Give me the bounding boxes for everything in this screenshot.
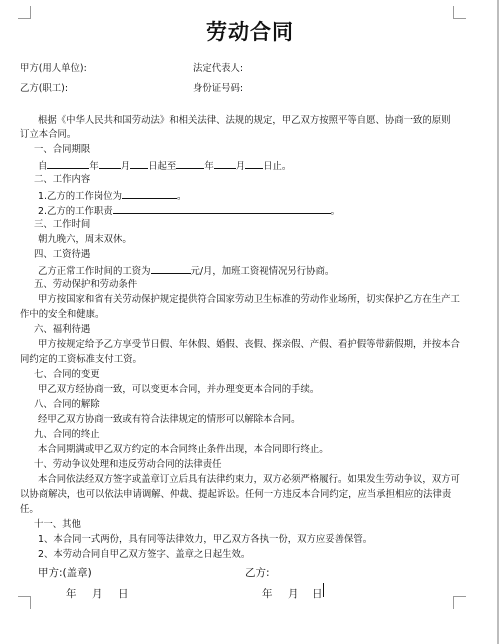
- party-b-sign-day: 日: [312, 588, 323, 600]
- section-9-body: 本合同期满或甲乙双方约定的本合同终止条件出现，本合同即行终止。: [38, 444, 329, 455]
- party-b-label: 乙方(职工):: [20, 83, 68, 94]
- id-number-label: 身份证号码:: [193, 83, 244, 94]
- party-a-sign-month: 月: [92, 588, 103, 600]
- section-1-title: 一、合同期限: [34, 144, 91, 155]
- party-b-sign-year: 年: [262, 588, 273, 600]
- section-6-body: [20, 337, 460, 367]
- section-11-item-1: 1、本合同一式两份，具有同等法律效力，甲乙双方各执一份，双方应妥善保管。: [38, 534, 373, 545]
- section-10-body: [20, 472, 460, 517]
- term-day-1: 日起至: [148, 161, 177, 172]
- contract-term-line: [38, 158, 291, 173]
- section-4-title: 四、工资待遇: [34, 249, 91, 260]
- section-10-text: 本合同依法经双方签字或盖章订立后具有法律约束力，双方必须严格履行。如果发生劳动争议，双方可以协商解决，也可以依法申请调解、仲裁、提起诉讼。任何一方违反本合同约定，应当承担相应的法律责任。: [20, 474, 460, 515]
- start-day-blank[interactable]: [130, 158, 148, 169]
- party-a-sign-day: 日: [118, 588, 129, 600]
- party-a-label: 甲方(用人单位):: [20, 63, 87, 74]
- section-8-body: 经甲乙双方协商一致或有符合法律规定的情形可以解除本合同。: [38, 414, 301, 425]
- job-position-blank[interactable]: [122, 188, 177, 199]
- margin-mark-bottom-right: [453, 596, 466, 609]
- section-5-text: 甲方按国家和省有关劳动保护规定提供符合国家劳动卫生标准的劳动作业场所，切实保护乙方在生产工作中的安全和健康。: [20, 294, 460, 320]
- section-8-title: 八、合同的解除: [34, 399, 100, 410]
- term-month-1: 月: [120, 161, 131, 172]
- party-b-sign-month: 月: [288, 588, 299, 600]
- page-edge-divider: [497, 0, 499, 644]
- start-month-blank[interactable]: [99, 158, 121, 169]
- section-6-title: 六、福利待遇: [34, 324, 91, 335]
- section-3-title: 三、工作时间: [34, 219, 91, 230]
- job-position-period: 。: [176, 191, 187, 202]
- section-3-body: 朝九晚六，周末双休。: [38, 234, 132, 245]
- section-5-title: 五、劳动保护和劳动条件: [34, 279, 138, 290]
- margin-mark-bottom-left: [18, 596, 31, 609]
- job-duties-label: 2.乙方的工作职责: [38, 206, 113, 217]
- term-month-2: 月: [235, 161, 246, 172]
- section-9-title: 九、合同的终止: [34, 429, 100, 440]
- section-7-title: 七、合同的变更: [34, 369, 100, 380]
- text-cursor: [323, 583, 324, 597]
- job-duties-period: 。: [330, 206, 340, 217]
- job-duties-line: [38, 203, 340, 218]
- term-day-2: 日止。: [263, 161, 292, 172]
- party-b-signature-label: 乙方:: [245, 567, 270, 579]
- end-year-blank[interactable]: [176, 158, 204, 169]
- intro-line-1: 根据《中华人民共和国劳动法》和相关法律、法规的规定，甲乙双方按照平等自愿、协商一致的原则: [38, 115, 451, 126]
- job-position-label: 1.乙方的工作岗位为: [38, 191, 122, 202]
- term-year-2: 年: [204, 161, 214, 172]
- term-year-1: 年: [89, 161, 99, 172]
- section-10-title: 十、劳动争议处理和违反劳动合同的法律责任: [34, 459, 222, 470]
- legal-rep-label: 法定代表人:: [193, 63, 244, 74]
- salary-blank[interactable]: [151, 263, 191, 274]
- salary-line: [38, 263, 334, 278]
- section-6-text: 甲方按规定给予乙方享受节日假、年休假、婚假、丧假、探亲假、产假、看护假等带薪假期，并按本合同约定的工资标准支付工资。: [20, 339, 460, 365]
- salary-label: 乙方正常工作时间的工资为: [38, 266, 151, 277]
- section-11-item-2: 2、本劳动合同自甲乙双方签字、盖章之日起生效。: [38, 549, 251, 560]
- section-2-title: 二、工作内容: [34, 174, 91, 185]
- job-duties-blank[interactable]: [113, 203, 331, 214]
- end-month-blank[interactable]: [214, 158, 236, 169]
- end-day-blank[interactable]: [245, 158, 263, 169]
- start-year-blank[interactable]: [47, 158, 89, 169]
- party-a-sign-year: 年: [66, 588, 77, 600]
- term-from: 自: [38, 161, 48, 172]
- document-title: 劳动合同: [206, 19, 294, 44]
- intro-line-2: 订立本合同。: [20, 129, 77, 140]
- salary-unit-text: 元/月，加班工资视情况另行协商。: [190, 266, 335, 277]
- section-7-body: 甲乙双方经协商一致，可以变更本合同，并办理变更本合同的手续。: [38, 384, 320, 395]
- party-a-signature-label: 甲方:(盖章): [38, 567, 92, 579]
- job-position-line: [38, 188, 186, 203]
- section-5-body: [20, 292, 460, 322]
- section-11-title: 十一、其他: [34, 519, 81, 530]
